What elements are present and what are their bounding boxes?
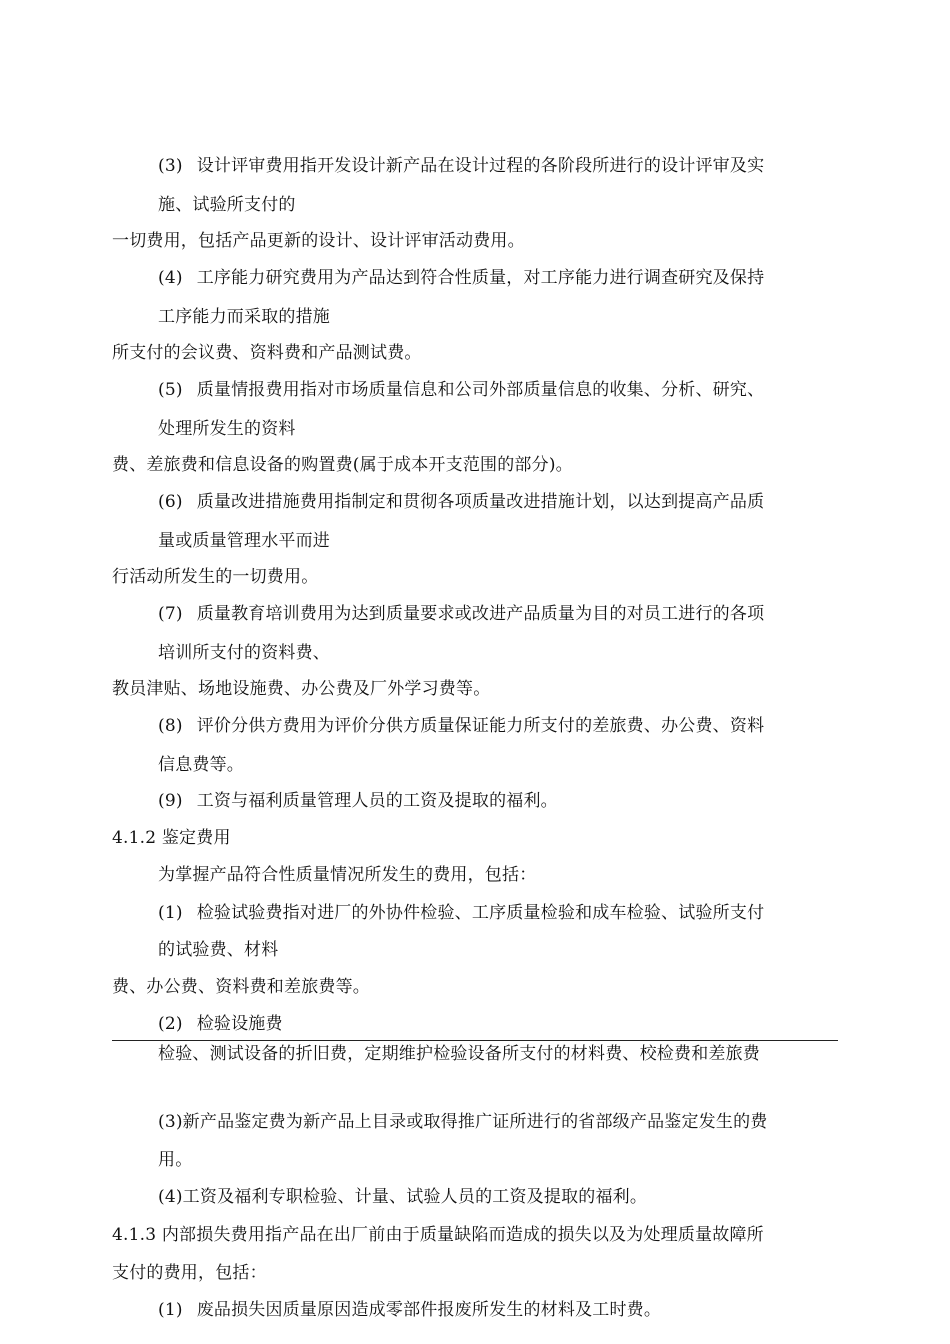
- item-text: 质量情报费用指对市场质量信息和公司外部质量信息的收集、分析、研究、: [196, 380, 765, 400]
- item-2-line1: [158, 1016, 283, 1033]
- item-text: 废品损失因质量原因造成零部件报废所发生的材料及工时费。: [196, 1300, 662, 1320]
- item-3-continuation: 一切费用，包括产品更新的设计、设计评审活动费用。: [112, 231, 525, 251]
- item-number: (4): [158, 268, 183, 288]
- item-4-line1: [158, 270, 764, 287]
- item-7-line1: [158, 606, 764, 623]
- item-4-line2: 工序能力而采取的措施: [158, 307, 330, 327]
- item-text: 质量教育培训费用为达到质量要求或改进产品质量为目的对员工进行的各项: [196, 604, 765, 624]
- item-9-line1: [158, 793, 558, 810]
- item-3b-line1: (3)新产品鉴定费为新产品上目录或取得推广证所进行的省部级产品鉴定发生的费: [158, 1112, 768, 1132]
- item-text: 检验设施费: [196, 1014, 283, 1034]
- item-4-continuation: 所支付的会议费、资料费和产品测试费。: [112, 343, 422, 363]
- item-8-line2: 信息费等。: [158, 755, 244, 775]
- item-text: 质量改进措施费用指制定和贯彻各项质量改进措施计划，以达到提高产品质: [196, 492, 765, 512]
- item-number: (5): [158, 380, 183, 400]
- item-1-continuation: 费、办公费、资料费和差旅费等。: [112, 977, 370, 997]
- item-6-line1: [158, 494, 764, 511]
- item-1c-line1: [158, 1302, 661, 1319]
- item-3b-line2: 用。: [158, 1150, 193, 1170]
- section-intro: 为掌握产品符合性质量情况所发生的费用，包括：: [158, 865, 537, 885]
- item-8-line1: [158, 718, 764, 735]
- item-number: (7): [158, 604, 183, 624]
- item-2-line2: 检验、测试设备的折旧费，定期维护检验设备所支付的材料费、校检费和差旅费: [158, 1044, 760, 1064]
- section-heading-4-1-3: 4.1.3 内部损失费用指产品在出厂前由于质量缺陷而造成的损失以及为处理质量故障所: [112, 1225, 764, 1245]
- item-number: (2): [158, 1014, 183, 1034]
- section-heading-4-1-2: 4.1.2 鉴定费用: [112, 828, 231, 848]
- item-1-line1: [158, 905, 764, 922]
- item-number: (1): [158, 903, 183, 923]
- item-7-continuation: 教员津贴、场地设施费、办公费及厂外学习费等。: [112, 679, 491, 699]
- item-4b-line1: (4)工资及福利专职检验、计量、试验人员的工资及提取的福利。: [158, 1187, 648, 1207]
- item-5-line1: [158, 382, 764, 399]
- item-1-line2: 的试验费、材料: [158, 940, 279, 960]
- item-number: (9): [158, 791, 183, 811]
- section-heading-4-1-3-line2: 支付的费用，包括：: [112, 1263, 267, 1283]
- item-text: 检验试验费指对进厂的外协件检验、工序质量检验和成车检验、试验所支付: [196, 903, 765, 923]
- item-6-continuation: 行活动所发生的一切费用。: [112, 567, 319, 587]
- item-text: 评价分供方费用为评价分供方质量保证能力所支付的差旅费、办公费、资料: [196, 716, 765, 736]
- item-text: 工序能力研究费用为产品达到符合性质量，对工序能力进行调查研究及保持: [196, 268, 765, 288]
- item-5-continuation: 费、差旅费和信息设备的购置费(属于成本开支范围的部分)。: [112, 455, 573, 475]
- item-number: (3): [158, 156, 183, 176]
- item-3-line2: 施、试验所支付的: [158, 195, 296, 215]
- horizontal-rule: [112, 1040, 838, 1041]
- item-number: (1): [158, 1300, 183, 1320]
- item-5-line2: 处理所发生的资料: [158, 419, 296, 439]
- item-7-line2: 培训所支付的资料费、: [158, 643, 330, 663]
- item-text: 设计评审费用指开发设计新产品在设计过程的各阶段所进行的设计评审及实: [196, 156, 765, 176]
- item-number: (8): [158, 716, 183, 736]
- item-3-line1: [158, 158, 764, 175]
- item-6-line2: 量或质量管理水平而进: [158, 531, 330, 551]
- item-number: (6): [158, 492, 183, 512]
- item-text: 工资与福利质量管理人员的工资及提取的福利。: [196, 791, 558, 811]
